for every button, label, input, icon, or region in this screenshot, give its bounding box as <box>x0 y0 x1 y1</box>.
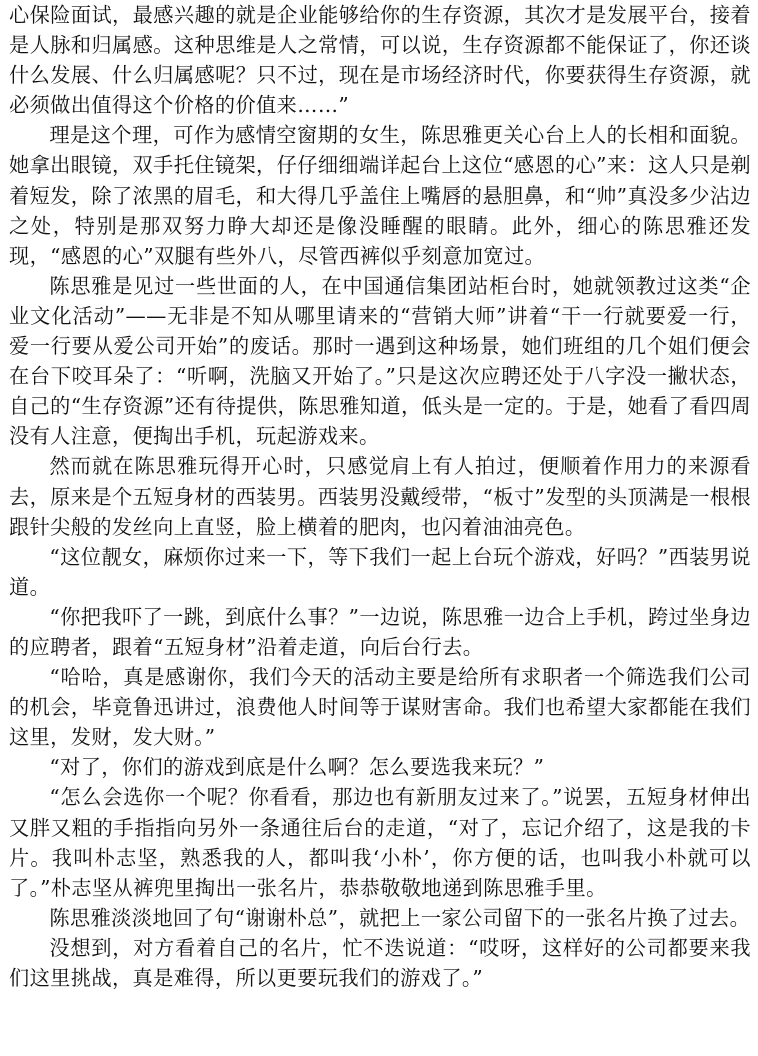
paragraph-2: 理是这个理，可作为感情空窗期的女生，陈思雅更关心台上人的长相和面貌。她拿出眼镜，双手托住镜架，仔仔细细端详起台上这位“感恩的心”来：这人只是剃着短发，除了浓黑的眉毛，和大得几乎盖住上嘴唇的悬胆鼻，和“帅”真没多少沾边之处，特别是那双努力睁大却还是像没睡醒的眼睛。此外，细心的陈思雅还发现，“感恩的心”双腿有些外八，尽管西裤似乎刻意加宽过。 <box>9 123 751 268</box>
book-page <box>9 0 751 1056</box>
paragraph-8: “对了，你们的游戏到底是什么啊？怎么要选我来玩？” <box>49 755 545 780</box>
paragraph-3: 陈思雅是见过一些世面的人，在中国通信集团站柜台时，她就领教过这类“企业文化活动”——无非是不知从哪里请来的“营销大师”讲着“干一行就要爱一行，爱一行要从爱公司开始”的废话。那时一遇到这种场景，她们班组的几个姐们便会在台下咬耳朵了：“听啊，洗脑又开始了。”只是这次应聘还处于八字没一撇状态，自己的“生存资源”还有待提供，陈思雅知道，低头是一定的。于是，她看了看四周没有人注意，便掏出手机，玩起游戏来。 <box>9 273 751 449</box>
paragraph-6: “你把我吓了一跳，到底什么事？”一边说，陈思雅一边合上手机，跨过坐身边的应聘者，跟着“五短身材”沿着走道，向后台行去。 <box>9 604 751 659</box>
paragraph-7: “哈哈，真是感谢你，我们今天的活动主要是给所有求职者一个筛选我们公司的机会，毕竟鲁迅讲过，浪费他人时间等于谋财害命。我们也希望大家都能在我们这里，发财，发大财。” <box>9 665 751 750</box>
paragraph-5: “这位靓女，麻烦你过来一下，等下我们一起上台玩个游戏，好吗？”西装男说道。 <box>9 544 751 599</box>
paragraph-9: “怎么会选你一个呢？你看看，那边也有新朋友过来了。”说罢，五短身材伸出又胖又粗的手指指向另外一条通往后台的走道，“对了，忘记介绍了，这是我的卡片。我叫朴志坚，熟悉我的人，都叫我‘小朴’，你方便的话，也叫我小朴就可以了。”朴志坚从裤兜里掏出一张名片，恭恭敬敬地递到陈思雅手里。 <box>9 785 751 900</box>
paragraph-1: 心保险面试，最感兴趣的就是企业能够给你的生存资源，其次才是发展平台，接着是人脉和归属感。这种思维是人之常情，可以说，生存资源都不能保证了，你还谈什么发展、什么归属感呢？只不过，现在是市场经济时代，你要获得生存资源，就必须做出值得这个价格的价值来……” <box>9 3 751 118</box>
paragraph-4: 然而就在陈思雅玩得开心时，只感觉肩上有人拍过，便顺着作用力的来源看去，原来是个五短身材的西装男。西装男没戴绶带，“板寸”发型的头顶满是一根根跟针尖般的发丝向上直竖，脸上横着的肥肉，也闪着油油亮色。 <box>9 454 751 539</box>
paragraph-10: 陈思雅淡淡地回了句“谢谢朴总”，就把上一家公司留下的一张名片换了过去。 <box>49 905 751 930</box>
paragraph-11: 没想到，对方看着自己的名片，忙不迭说道：“哎呀，这样好的公司都要来我们这里挑战，真是难得，所以更要玩我们的游戏了。” <box>9 935 751 990</box>
